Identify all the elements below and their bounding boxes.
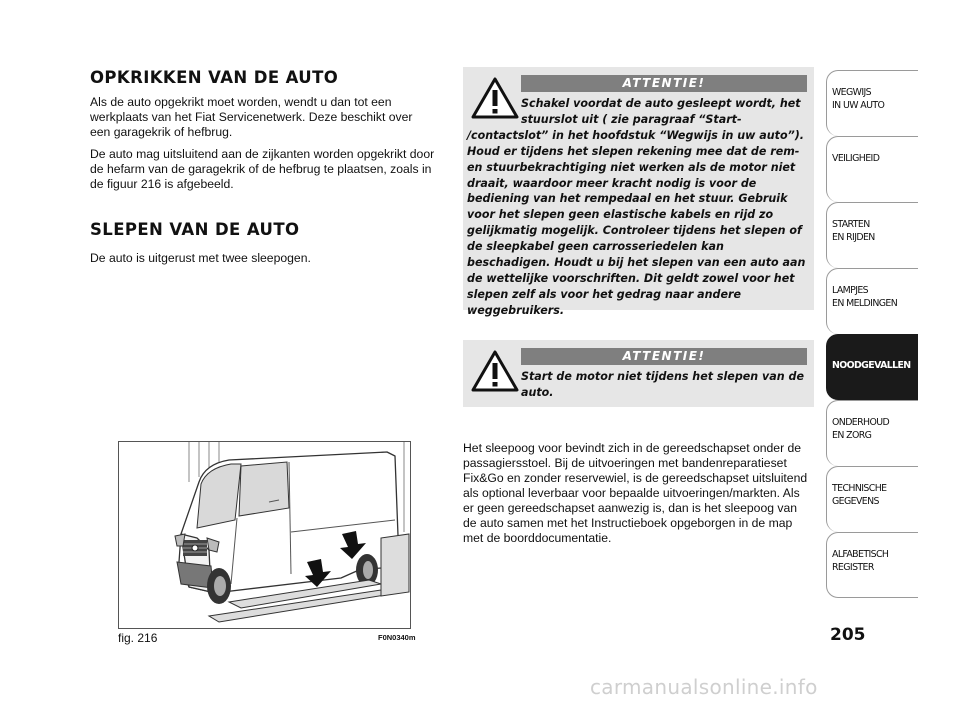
towing-paragraph-1: De auto is uitgerust met twee sleepogen. — [90, 250, 311, 265]
figure-code: F0N0340m — [378, 633, 416, 642]
jacking-paragraph-1: Als de auto opgekrikt moet worden, wendt u dan tot een werkplaats van het Fiat Servicenetwerk. Deze beschikt over een garagekrik of hefbrug. — [90, 95, 413, 139]
tab-lampjes[interactable]: LAMPJES EN MELDINGEN — [826, 268, 918, 334]
warning-label: ATTENTIE! — [521, 348, 807, 365]
section-title-towing: SLEPEN VAN DE AUTO — [90, 219, 300, 239]
van-illustration — [119, 442, 411, 629]
warning-text: Start de motor niet tijdens het slepen van de auto. — [521, 370, 804, 399]
watermark: carmanualsonline.info — [590, 675, 818, 699]
warning-text — [467, 96, 808, 319]
tow-eye-paragraph: Het sleepoog voor bevindt zich in de gereedschapset onder de passagiersstoel. Bij de uitvoeringen met bandenreparatieset Fix&Go en zonder reservewiel, is de gereedschapset uitsluitend als optional leverbaar voor bepaalde uitvoeringen/markten. Als er geen gereedschapset aanwezig is, dan is het sleepoog van de auto samen met het Instructieboek opgeborgen in de map met de boorddocumentatie. — [463, 441, 808, 545]
figure-label: fig. 216 — [118, 631, 158, 645]
warning-text-rest: /contactslot” in het hoofdstuk “Wegwijs in uw auto”). Houd er tijdens het slepen rekening mee dat de rem- en stuurbekrachtiging niet werken als de motor niet draait, waardoor meer kracht nodig is voor de bediening van het rempedaal en het stuur. Gebruik voor het slepen geen elastische kabels en rijd zo gelijkmatig mogelijk. Controleer tijdens het slepen of de sleepkabel geen carrosseriedelen kan beschadigen. Houdt u bij het slepen van een auto aan de wettelijke voorschriften. Dit geldt zowel voor het slepen zelf als voor het gedrag naar andere weggebruikers. — [467, 128, 806, 317]
chapter-sidebar — [826, 70, 918, 598]
page-number: 205 — [830, 625, 866, 645]
tab-alfabetisch[interactable]: ALFABETISCH REGISTER — [826, 532, 918, 598]
warning-label: ATTENTIE! — [521, 75, 807, 92]
warning-box-towing — [463, 67, 814, 317]
tab-starten[interactable]: STARTEN EN RIJDEN — [826, 202, 918, 268]
warning-box-engine — [463, 340, 814, 407]
figure-van-jacking-points — [118, 441, 411, 629]
section-title-jacking: OPKRIKKEN VAN DE AUTO — [90, 68, 339, 87]
warning-text-first: Schakel voordat de auto gesleept wordt, het stuurslot uit ( zie paragraaf “Start- — [521, 97, 801, 126]
tab-veiligheid[interactable]: VEILIGHEID — [826, 136, 918, 202]
tab-onderhoud[interactable]: ONDERHOUD EN ZORG — [826, 400, 918, 466]
tab-noodgevallen[interactable]: NOODGEVALLEN — [826, 334, 918, 400]
tab-technische[interactable]: TECHNISCHE GEGEVENS — [826, 466, 918, 532]
jacking-paragraph-2: De auto mag uitsluitend aan de zijkanten worden opgekrikt door de hefarm van de garagekrik of de hefbrug te plaatsen, zoals in de figuur 216 is afgebeeld. — [90, 147, 435, 191]
warning-triangle-icon — [471, 350, 519, 392]
left-column — [90, 68, 435, 266]
tab-wegwijs[interactable]: WEGWIJS IN UW AUTO — [826, 70, 918, 136]
